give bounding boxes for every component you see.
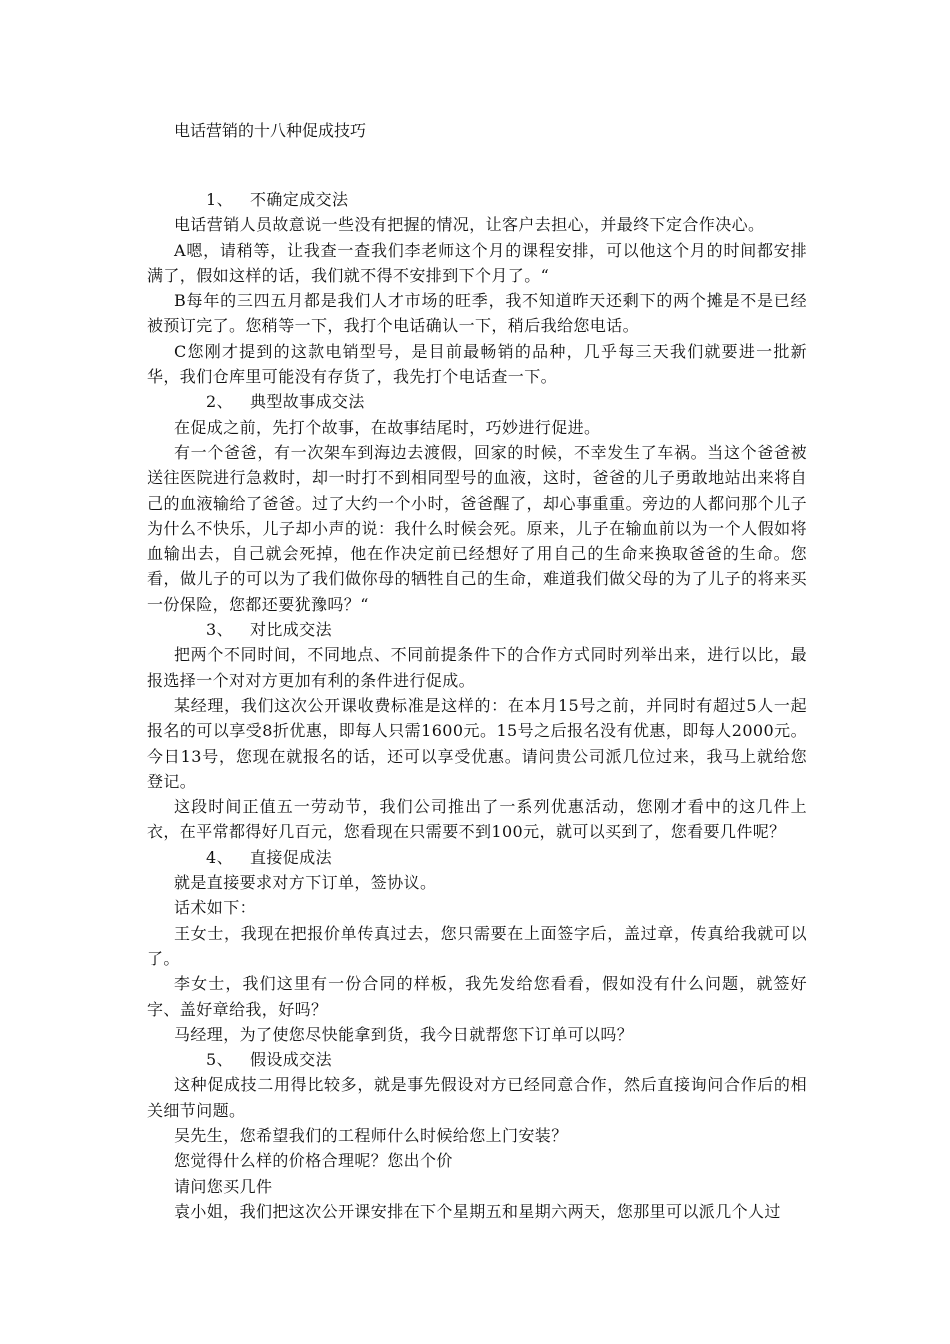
paragraph: C您刚才提到的这款电销型号，是目前最畅销的品种，几乎每三天我们就要进一批新华，我们仓库里可能没有存货了，我先打个电话查一下。 <box>147 341 807 387</box>
section-heading <box>147 845 807 870</box>
paragraph: 电话营销人员故意说一些没有把握的情况，让客户去担心，并最终下定合作决心。 <box>174 215 765 235</box>
section-heading <box>147 187 807 212</box>
section-heading <box>147 1047 807 1072</box>
paragraph: 某经理，我们这次公开课收费标准是这样的：在本月15号之前，并同时有超过5人一起报名的可以享受8折优惠，即每人只需1600元。15号之后报名没有优惠，即每人2000元。今日13号，您现在就报名的话，还可以享受优惠。请问贵公司派几位过来，我马上就给您登记。 <box>147 695 807 791</box>
section-4 <box>147 845 807 1047</box>
paragraph: 话术如下： <box>174 898 257 918</box>
paragraph: 马经理，为了使您尽快能拿到货，我今日就帮您下订单可以吗？ <box>174 1024 634 1044</box>
paragraph: 就是直接要求对方下订单，签协议。 <box>174 873 437 893</box>
section-1 <box>147 187 807 389</box>
document-title: 电话营销的十八种促成技巧 <box>174 121 367 140</box>
section-heading-text: 直接促成法 <box>250 847 333 867</box>
paragraph: 王女士，我现在把报价单传真过去，您只需要在上面签字后，盖过章，传真给我就可以了。 <box>147 923 807 968</box>
paragraph: 李女士，我们这里有一份合同的样板，我先发给您看看，假如没有什么问题，就签好字、盖好章给我，好吗？ <box>147 974 807 1019</box>
section-2 <box>147 389 807 617</box>
section-number: 1、 <box>206 190 233 209</box>
paragraph: 您觉得什么样的价格合理呢？您出个价 <box>174 1151 453 1171</box>
paragraph: 有一个爸爸，有一次架车到海边去渡假，回家的时候，不幸发生了车祸。当这个爸爸被送往医院进行急救时，却一时打不到相同型号的血液，这时，爸爸的儿子勇敢地站出来将自己的血液输给了爸爸。过了大约一个小时，爸爸醒了，却心事重重。旁边的人都问那个儿子为什么不快乐，儿子却小声的说：我什么时候会死。原来，儿子在输血前以为一个人假如将血输出去，自己就会死掉，他在作决定前已经想好了用自己的生命来换取爸爸的生命。您看，做儿子的可以为了我们做你母的牺牲自己的生命，难道我们做父母的为了儿子的将来买一份保险，您都还要犹豫吗？“ <box>147 442 807 614</box>
paragraph: 在促成之前，先打个故事，在故事结尾时，巧妙进行促进。 <box>174 417 601 437</box>
paragraph: 这种促成技⼆用得比较多，就是事先假设对方已经同意合作，然后直接询问合作后的相关细节问题。 <box>147 1075 807 1120</box>
section-heading <box>147 389 807 414</box>
section-number: 2、 <box>206 392 233 412</box>
section-heading-text: 假设成交法 <box>250 1050 333 1070</box>
paragraph: 袁小姐，我们把这次公开课安排在下个星期五和星期六两天，您那里可以派几个人过 <box>174 1201 781 1221</box>
paragraph: 这段时间正值五一劳动节，我们公司推出了一系列优惠活动，您刚才看中的这几件上衣，在平常都得好几百元，您看现在只需要不到100元，就可以买到了，您看要几件呢？ <box>147 797 807 842</box>
paragraph: A嗯，请稍等，让我查一查我们李老师这个月的课程安排，可以他这个月的时间都安排满了，假如这样的话，我们就不得不安排到下个月了。“ <box>147 240 807 285</box>
paragraph: 吴先生，您希望我们的工程师什么时候给您上门安装？ <box>174 1125 568 1145</box>
section-number: 5、 <box>206 1050 233 1070</box>
section-5 <box>147 1047 807 1224</box>
paragraph: 把两个不同时间，不同地点、不同前提条件下的合作方式同时列举出来，进行以比，最报选择一个对对方更加有利的条件进行促成。 <box>147 645 807 690</box>
section-heading-text: 典型故事成交法 <box>250 392 365 412</box>
section-heading-text: 不确定成交法 <box>250 190 349 209</box>
section-heading-text: 对比成交法 <box>250 620 333 640</box>
section-3 <box>147 617 807 845</box>
section-heading <box>147 617 807 642</box>
paragraph: B每年的三四五月都是我们人才市场的旺季，我不知道昨天还剩下的两个摊是不是已经被预订完了。您稍等一下，我打个电话确认一下，稍后我给您电话。 <box>147 291 807 336</box>
paragraph: 请问您买几件 <box>174 1176 273 1196</box>
section-number: 4、 <box>206 847 233 867</box>
section-number: 3、 <box>206 620 233 640</box>
document-page <box>147 118 807 1224</box>
